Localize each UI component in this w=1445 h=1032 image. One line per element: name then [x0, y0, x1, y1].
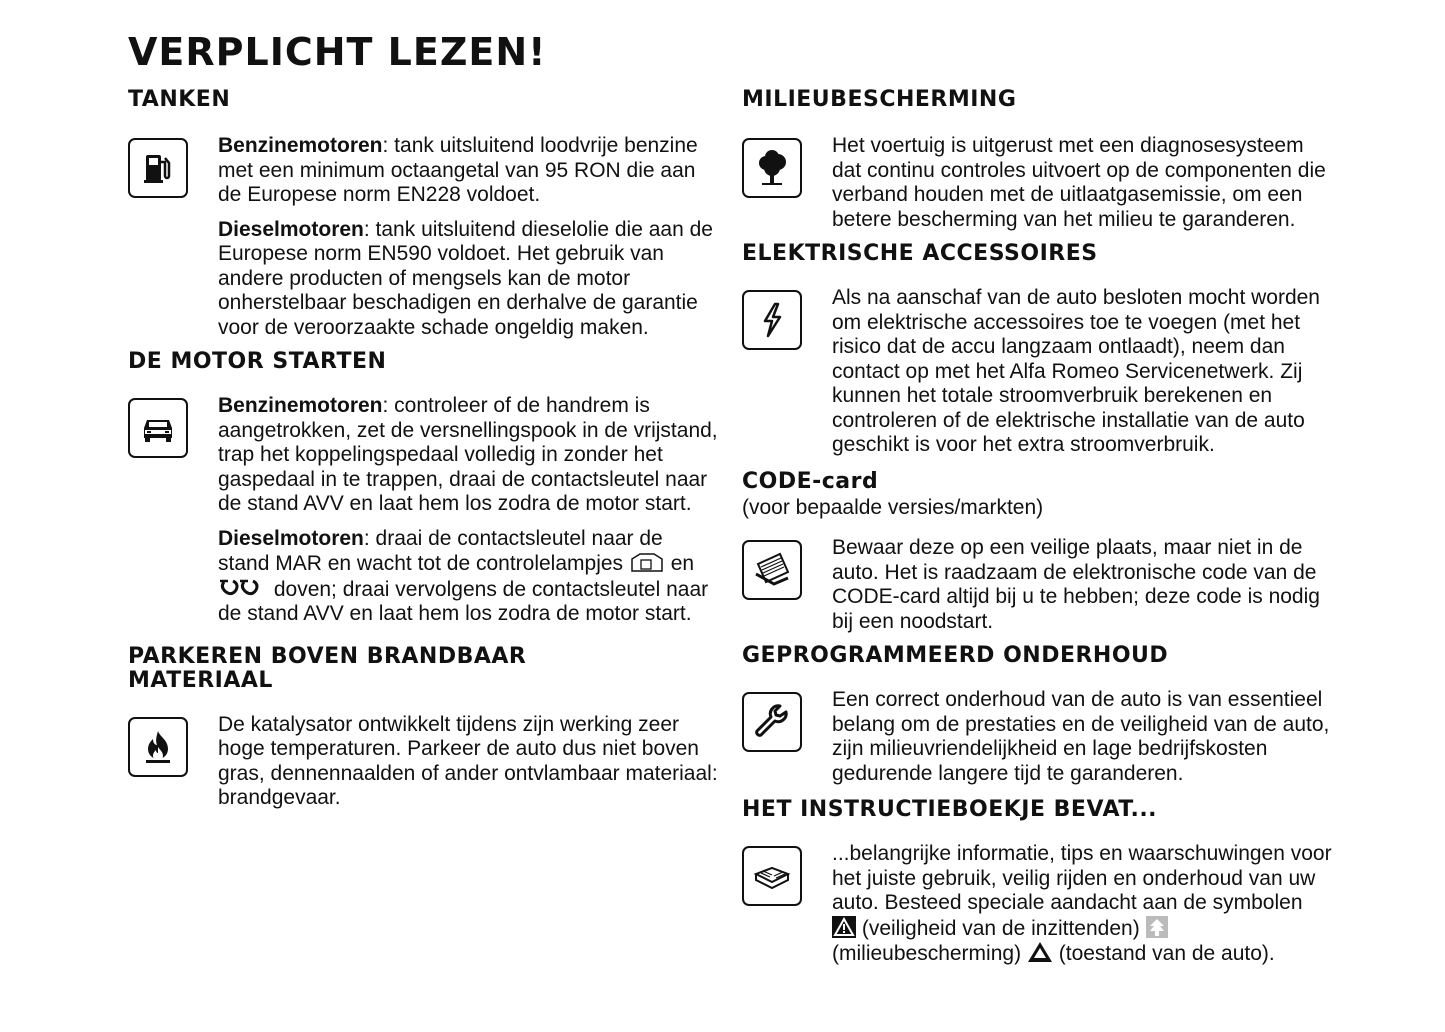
section-tanken [128, 134, 718, 340]
section-parkeren [128, 713, 718, 811]
right-column [742, 88, 1332, 967]
section-code [742, 536, 1332, 634]
section-elektrisch [742, 286, 1332, 458]
safety-warning-symbol-icon [832, 916, 856, 938]
tree-icon [742, 138, 802, 198]
section-title-parkeren [128, 645, 718, 693]
wrench-icon [742, 692, 802, 752]
car-condition-symbol-icon [1027, 941, 1053, 963]
section-title-elektrisch: ELEKTRISCHE ACCESSOIRES [742, 241, 1098, 266]
section-title-code: CODE-card [742, 468, 879, 494]
environment-symbol-icon [1146, 916, 1168, 938]
section-onderhoud [742, 688, 1332, 786]
starten-paragraph-petrol [218, 394, 718, 517]
book-icon [742, 846, 802, 906]
tanken-paragraph-diesel [218, 218, 718, 341]
term-petrol-start: Benzinemotoren [218, 394, 383, 417]
warning-lamp-icon [629, 551, 665, 573]
parkeren-text: De katalysator ontwikkelt tijdens zijn werking zeer hoge temperaturen. Parkeer de auto dus niet boven gras, dennennaalden of ander ontvlambaar materiaal: brandgevaar. [218, 712, 718, 809]
page-title: VERPLICHT LEZEN! [128, 30, 547, 74]
starten-diesel-text-a: : draai de contactsleutel naar de stand MAR en wacht tot de controlelampjes [218, 526, 663, 575]
section-title-tanken: TANKEN [128, 87, 231, 112]
left-column [128, 88, 718, 811]
parkeren-title-line2: MATERIAAL [128, 667, 273, 693]
fire-icon [128, 717, 188, 777]
section-title-milieu: MILIEUBESCHERMING [742, 87, 1017, 112]
term-diesel: Dieselmotoren [218, 217, 364, 241]
tanken-diesel-text: : tank uitsluitend dieselolie die aan de Europese norm EN590 voldoet. Het gebruik van andere producten of mengsels kan de motor onherstelbaar beschadigen en derhalve de garantie voor de veroorzaakte schade ongeldig maken. [218, 217, 713, 339]
lightning-icon [742, 290, 802, 350]
section-starten [128, 394, 718, 627]
starten-petrol-text: : controleer of de handrem is aangetrokken, zet de versnellingspook in de vrijstand, trap het koppelingspedaal volledig in zonder het gaspedaal in te trappen, draai de contactsleutel naar de stand AVV en laat hem los zodra de motor start. [218, 394, 718, 515]
starten-diesel-text-c: doven; draai vervolgens de contactsleutel naar de stand AVV en laat hem los zodra de motor start. [218, 577, 709, 625]
boekje-text-c: (milieubescherming) [832, 942, 1022, 965]
tanken-petrol-text: : tank uitsluitend loodvrije benzine met een minimum octaangetal van 95 RON die aan de Europese norm EN228 voldoet. [218, 134, 698, 206]
code-text: Bewaar deze op een veilige plaats, maar niet in de auto. Het is raadzaam de elektronische code van de CODE-card altijd bij u te hebben; deze code is nodig bij een noodstart. [832, 536, 1320, 633]
boekje-text [832, 842, 1332, 967]
starten-paragraph-diesel [218, 527, 718, 627]
code-card-icon [742, 540, 802, 600]
section-title-boekje: HET INSTRUCTIEBOEKJE BEVAT... [742, 797, 1158, 822]
boekje-text-d: (toestand van de auto). [1058, 942, 1275, 965]
onderhoud-text: Een correct onderhoud van de auto is van essentieel belang om de prestaties en de veiligheid van de auto, zijn milieuvriendelijkheid en lage bedrijfskosten gedurende langere tijd te garanderen. [832, 688, 1330, 785]
term-petrol: Benzinemotoren [218, 134, 383, 157]
term-diesel-start: Dieselmotoren [218, 526, 364, 550]
tanken-paragraph-petrol [218, 134, 718, 208]
elektrisch-text: Als na aanschaf van de auto besloten mocht worden om elektrische accessoires toe te voegen (met het risico dat de accu langzaam ontlaadt), neem dan contact op met het Alfa Romeo Servicenetwerk. Zij kunnen het totale stroomverbruik berekenen en controleren of de elektrische installatie van de auto geschikt is voor het extra stroomverbruik. [832, 286, 1320, 456]
fuel-pump-icon [128, 138, 188, 198]
section-milieu [742, 134, 1332, 232]
glow-plug-icon [218, 577, 268, 599]
parkeren-title-line1: PARKEREN BOVEN BRANDBAAR [128, 643, 527, 669]
code-subtitle: (voor bepaalde versies/markten) [742, 495, 1044, 519]
milieu-text: Het voertuig is uitgerust met een diagnosesysteem dat continu controles uitvoert op de componenten die verband houden met de uitlaatgasemissie, om een betere bescherming van het milieu te garanderen. [832, 134, 1326, 231]
starten-diesel-text-b: en [670, 552, 695, 575]
boekje-text-b: (veiligheid van de inzittenden) [861, 916, 1140, 940]
car-front-icon [128, 398, 188, 458]
section-boekje [742, 842, 1332, 967]
section-title-starten: DE MOTOR STARTEN [128, 349, 387, 374]
boekje-text-a: ...belangrijke informatie, tips en waarschuwingen voor het juiste gebruik, veilig rijden en onderhoud van uw auto. Besteed speciale aandacht aan de symbolen [832, 842, 1332, 914]
section-title-onderhoud: GEPROGRAMMEERD ONDERHOUD [742, 643, 1169, 668]
